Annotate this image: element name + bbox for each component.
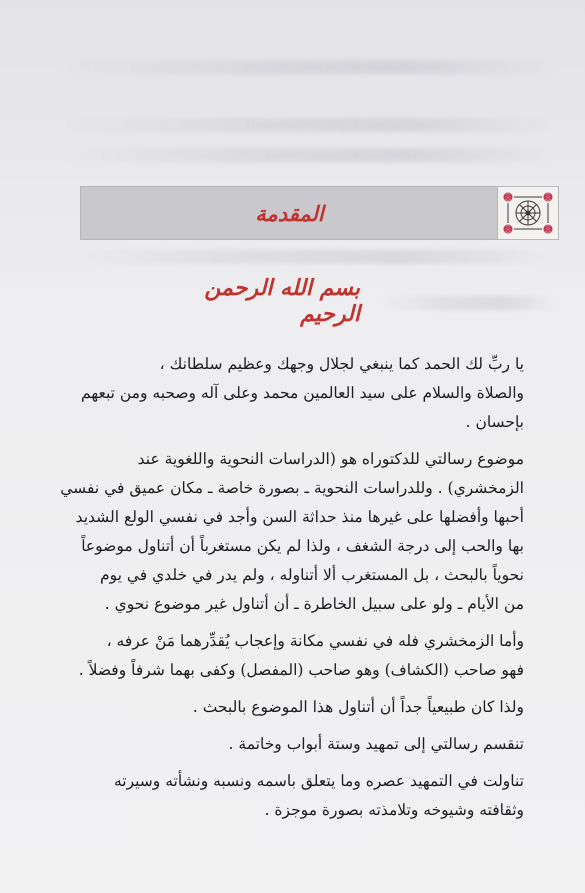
text-line: أحبها وأفضلها على غيرها منذ حداثة السن وأجد في نفسي الولع الشديد [75,508,524,526]
paragraph [60,445,546,619]
text-line: تناولت في التمهيد عصره وما يتعلق باسمه ونسبه ونشأته وسيرته [113,772,524,790]
text-line: تنقسم رسالتي إلى تمهيد وستة أبواب وخاتمة . [228,735,524,753]
show-through [380,296,555,310]
text-line: بها والحب إلى درجة الشغف ، ولذا لم يكن مستغرباً أن أتناول موضوعاً [81,537,524,555]
text-line: نحوياً بالبحث ، بل المستغرب ألا أتناوله ، ولم يدر في خلدي في يوم [100,566,524,584]
paragraph [60,767,546,825]
text-line: موضوع رسالتي للدكتوراه هو (الدراسات النحوية واللغوية عند [137,450,524,468]
text-line: والصلاة والسلام على سيد العالمين محمد وعلى آله وصحبه ومن تبعهم [81,384,524,402]
text-line: وثقافته وشيوخه وتلامذته بصورة موجزة . [264,801,524,819]
text-line: الزمخشري) . وللدراسات النحوية ـ بصورة خاصة ـ مكان عميق في نفسي [60,479,524,497]
section-header-band [80,186,559,240]
text-line: ولذا كان طبيعياً جداً أن أتناول هذا الموضوع بالبحث . [192,698,524,716]
ornament-box [497,187,558,239]
section-title: المقدمة [255,200,324,226]
basmala: بسم الله الرحمن الرحيم [204,275,360,327]
show-through [60,60,555,74]
show-through [60,148,555,162]
show-through [60,118,555,132]
text-line: فهو صاحب (الكشاف) وهو صاحب (المفصل) وكفى بهما شرفاً وفضلاً . [78,661,524,679]
paragraph [60,627,546,685]
body-text [60,350,546,833]
text-line: يا ربِّ لك الحمد كما ينبغي لجلال وجهك وعظيم سلطانك ، [159,355,524,373]
text-line: من الأيام ـ ولو على سبيل الخاطرة ـ أن أتناول غير موضوع نحوي . [104,595,524,613]
paragraph [60,350,546,437]
text-line: وأما الزمخشري فله في نفسي مكانة وإعجاب يُقدِّرهما مَنْ عرفه ، [106,632,524,650]
paragraph [60,693,546,722]
text-line: بإحسان . [465,413,524,431]
show-through [60,250,555,264]
paragraph [60,730,546,759]
floral-arabesque-icon [501,190,555,236]
